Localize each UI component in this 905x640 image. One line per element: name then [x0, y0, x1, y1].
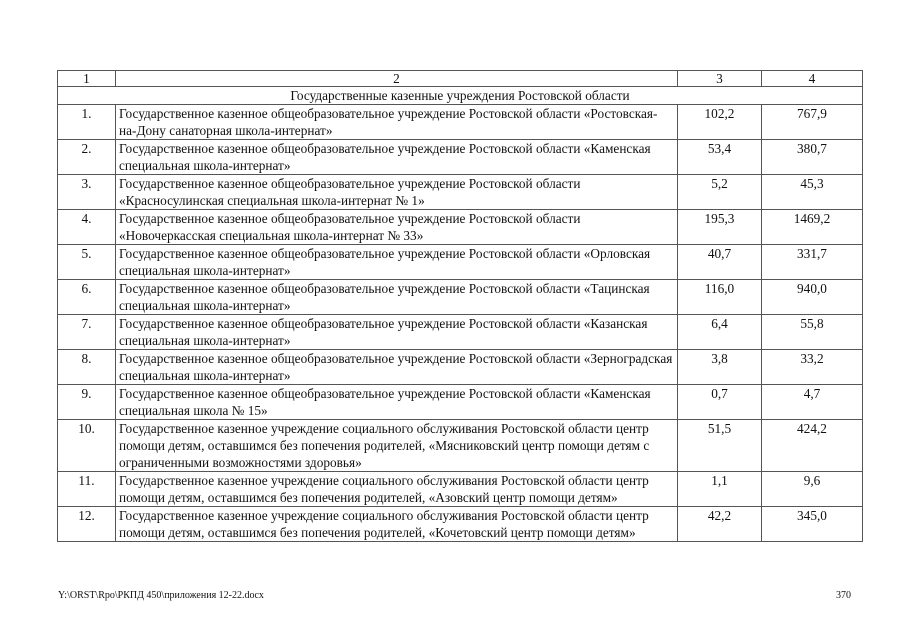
institution-name-cell: Государственное казенное общеобразовательное учреждение Ростовской области «Каменская специальная школа № 15» [116, 385, 678, 420]
institution-name-cell: Государственное казенное общеобразовательное учреждение Ростовской области «Тацинская специальная школа-интернат» [116, 280, 678, 315]
footer-file-path: Y:\ORST\Rpo\РКПД 450\приложения 12-22.docx [58, 590, 264, 601]
section-row [58, 87, 863, 105]
institution-name-cell: Государственное казенное общеобразовательное учреждение Ростовской области «Зерноградская специальная школа-интернат» [116, 350, 678, 385]
row-number-cell: 8. [58, 350, 116, 385]
column-4-value-cell: 1469,2 [762, 210, 863, 245]
column-3-value-cell: 51,5 [678, 420, 762, 472]
column-3-value-cell: 5,2 [678, 175, 762, 210]
section-title: Государственные казенные учреждения Ростовской области [58, 87, 863, 105]
header-row [58, 71, 863, 87]
row-number-cell: 10. [58, 420, 116, 472]
column-3-value-cell: 102,2 [678, 105, 762, 140]
row-number-cell: 3. [58, 175, 116, 210]
column-3-value-cell: 40,7 [678, 245, 762, 280]
column-4-value-cell: 940,0 [762, 280, 863, 315]
column-4-value-cell: 345,0 [762, 507, 863, 542]
column-3-value-cell: 53,4 [678, 140, 762, 175]
institution-name-cell: Государственное казенное общеобразовательное учреждение Ростовской области «Казанская специальная школа-интернат» [116, 315, 678, 350]
column-3-value-cell: 1,1 [678, 472, 762, 507]
column-4-value-cell: 55,8 [762, 315, 863, 350]
header-cell-4: 4 [762, 71, 863, 87]
footer-page-number: 370 [836, 590, 851, 601]
table-row [58, 105, 863, 140]
table-row [58, 140, 863, 175]
column-4-value-cell: 424,2 [762, 420, 863, 472]
column-4-value-cell: 380,7 [762, 140, 863, 175]
table-row [58, 420, 863, 472]
institution-name-cell: Государственное казенное учреждение социального обслуживания Ростовской области центр помощи детям, оставшимся без попечения родителей, «Мясниковский центр помощи детям с ограниченными возможностями здоровья» [116, 420, 678, 472]
row-number-cell: 4. [58, 210, 116, 245]
column-3-value-cell: 0,7 [678, 385, 762, 420]
institution-name-cell: Государственное казенное общеобразовательное учреждение Ростовской области «Красносулинская специальная школа-интернат № 1» [116, 175, 678, 210]
column-4-value-cell: 4,7 [762, 385, 863, 420]
column-3-value-cell: 116,0 [678, 280, 762, 315]
column-3-value-cell: 42,2 [678, 507, 762, 542]
column-4-value-cell: 45,3 [762, 175, 863, 210]
table-body [58, 71, 863, 542]
table-row [58, 280, 863, 315]
institution-name-cell: Государственное казенное учреждение социального обслуживания Ростовской области центр помощи детям, оставшимся без попечения родителей, «Кочетовский центр помощи детям» [116, 507, 678, 542]
institution-name-cell: Государственное казенное общеобразовательное учреждение Ростовской области «Каменская специальная школа-интернат» [116, 140, 678, 175]
column-3-value-cell: 195,3 [678, 210, 762, 245]
institution-name-cell: Государственное казенное учреждение социального обслуживания Ростовской области центр помощи детям, оставшимся без попечения родителей, «Азовский центр помощи детям» [116, 472, 678, 507]
row-number-cell: 7. [58, 315, 116, 350]
column-4-value-cell: 767,9 [762, 105, 863, 140]
table-row [58, 507, 863, 542]
institution-name-cell: Государственное казенное общеобразовательное учреждение Ростовской области «Орловская специальная школа-интернат» [116, 245, 678, 280]
row-number-cell: 9. [58, 385, 116, 420]
column-3-value-cell: 3,8 [678, 350, 762, 385]
institution-name-cell: Государственное казенное общеобразовательное учреждение Ростовской области «Новочеркасская специальная школа-интернат № 33» [116, 210, 678, 245]
column-4-value-cell: 9,6 [762, 472, 863, 507]
table-row [58, 472, 863, 507]
table-row [58, 245, 863, 280]
table-row [58, 210, 863, 245]
table-row [58, 315, 863, 350]
row-number-cell: 6. [58, 280, 116, 315]
row-number-cell: 2. [58, 140, 116, 175]
budget-table [57, 70, 863, 542]
table-row [58, 385, 863, 420]
header-cell-1: 1 [58, 71, 116, 87]
institution-name-cell: Государственное казенное общеобразовательное учреждение Ростовской области «Ростовская-на-Дону санаторная школа-интернат» [116, 105, 678, 140]
column-4-value-cell: 33,2 [762, 350, 863, 385]
row-number-cell: 5. [58, 245, 116, 280]
column-3-value-cell: 6,4 [678, 315, 762, 350]
row-number-cell: 1. [58, 105, 116, 140]
header-cell-2: 2 [116, 71, 678, 87]
row-number-cell: 12. [58, 507, 116, 542]
row-number-cell: 11. [58, 472, 116, 507]
table-row [58, 350, 863, 385]
column-4-value-cell: 331,7 [762, 245, 863, 280]
table-row [58, 175, 863, 210]
header-cell-3: 3 [678, 71, 762, 87]
